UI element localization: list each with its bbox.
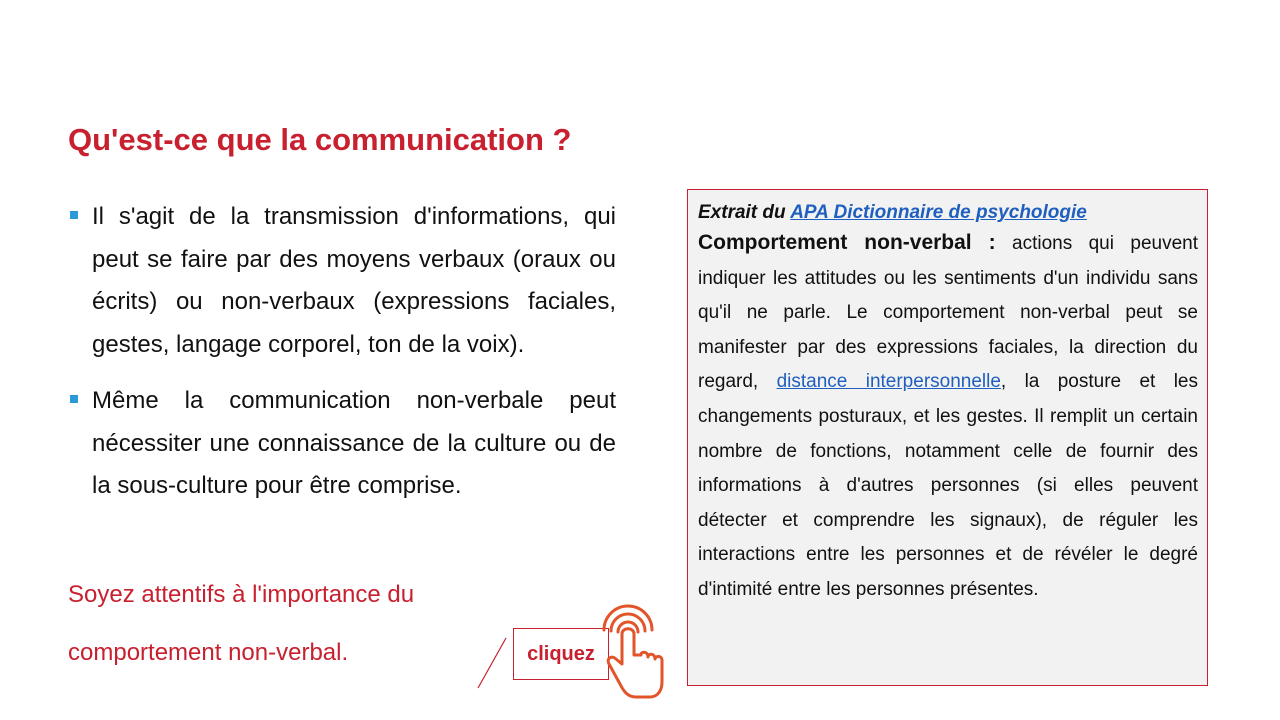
extract-term: Comportement non-verbal : bbox=[698, 231, 996, 254]
definition-text: actions qui peuvent indiquer les attitudes ou les sentiments d'un individu sans qu'il ne parle. Le comportement non-verbal peut se manifester par des expressions faciales, la direction du regard, bbox=[698, 233, 1198, 393]
definition-text: , la posture et les changements posturaux, et les gestes. Il remplit un certain nombre de fonctions, notamment celle de fournir des informations à d'autres personnes (si elles peuvent détecter et comprendre les signaux), de réguler les interactions entre les personnes et de révéler le degré d'intimité entre les personnes présentes. bbox=[698, 371, 1198, 600]
bullet-item bbox=[68, 196, 616, 366]
bullet-item bbox=[68, 380, 616, 508]
square-bullet-icon bbox=[70, 395, 78, 403]
decorative-slash bbox=[476, 636, 516, 690]
slide-title: Qu'est-ce que la communication ? bbox=[68, 122, 572, 157]
callout-line: Soyez attentifs à l'importance du bbox=[68, 581, 415, 608]
extract-definition bbox=[698, 226, 1198, 608]
callout-text bbox=[68, 566, 488, 682]
extract-header bbox=[698, 200, 1198, 226]
bullet-text: Il s'agit de la transmission d'informations, qui peut se faire par des moyens verbaux (oraux ou écrits) ou non-verbaux (expressions faciales, gestes, langage corporel, ton de la voix). bbox=[92, 203, 616, 358]
click-button-label: cliquez bbox=[527, 642, 595, 665]
click-button[interactable] bbox=[513, 628, 609, 680]
square-bullet-icon bbox=[70, 211, 78, 219]
apa-dictionary-link[interactable]: APA Dictionnaire de psychologie bbox=[790, 202, 1087, 223]
dictionary-extract-box bbox=[687, 189, 1208, 686]
bullet-text: Même la communication non-verbale peut nécessiter une connaissance de la culture ou de la sous-culture pour être comprise. bbox=[92, 387, 616, 499]
distance-interpersonnelle-link[interactable]: distance interpersonnelle bbox=[776, 371, 1001, 393]
extract-prefix: Extrait du bbox=[698, 202, 791, 223]
bullet-list bbox=[68, 196, 616, 522]
tapping-hand-icon[interactable] bbox=[596, 604, 666, 700]
callout-line: comportement non-verbal. bbox=[68, 639, 349, 666]
